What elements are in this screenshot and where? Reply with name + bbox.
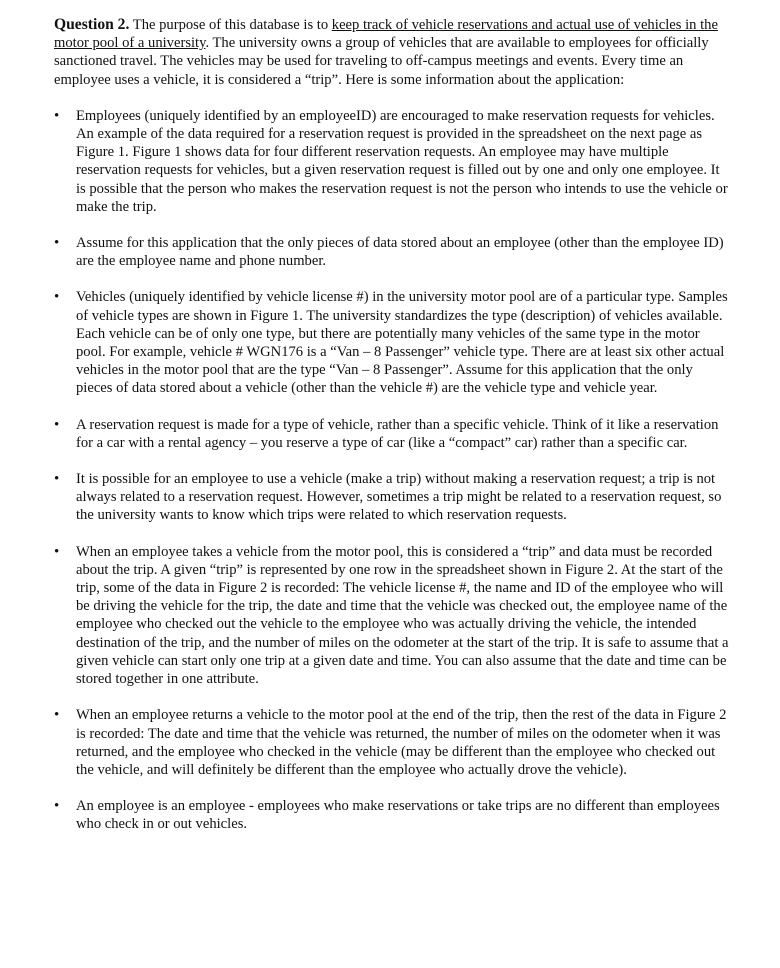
list-item	[54, 234, 732, 270]
list-item	[54, 288, 732, 397]
list-item-text: An employee is an employee - employees who make reservations or take trips are no different than employees who check in or out vehicles.	[76, 798, 720, 833]
intro-text-b: . The university owns a group of vehicles that are available to employees for officially sanctioned travel. The vehicles may be used for traveling to off-campus meetings and events. Every time an employee uses a vehicle, it is considered a “trip”. Here is some information about the application:	[54, 35, 709, 88]
intro-underlined-purpose: keep track of vehicle reservations and actual use of vehicles in the motor pool of a university	[54, 17, 718, 52]
list-item-text: It is possible for an employee to use a vehicle (make a trip) without making a reservation request; a trip is not always related to a reservation request. However, sometimes a trip might be related to a reservation request, so the university wants to know which trips were related to which reservation requests.	[76, 471, 722, 524]
requirements-list	[54, 107, 732, 834]
list-item	[54, 543, 732, 689]
bullet-icon: •	[54, 107, 60, 124]
list-item-text: Assume for this application that the only pieces of data stored about an employee (other than the employee ID) are the employee name and phone number.	[76, 235, 724, 270]
intro-text-a: The purpose of this database is to	[129, 17, 332, 33]
bullet-icon: •	[54, 235, 60, 252]
list-item	[54, 107, 732, 216]
bullet-icon: •	[54, 543, 60, 560]
list-item	[54, 470, 732, 525]
question-label: Question 2.	[54, 16, 130, 33]
list-item-text: A reservation request is made for a type of vehicle, rather than a specific vehicle. Think of it like a reservation for a car with a rental agency – you reserve a type of car (like a “compact” car) rather than a specific car.	[76, 416, 719, 451]
question-intro	[54, 16, 732, 89]
list-item-text: Employees (uniquely identified by an employeeID) are encouraged to make reservation requests for vehicles. An example of the data required for a reservation request is provided in the spreadsheet on the next page as Figure 1. Figure 1 shows data for four different reservation requests. An employee may have multiple reservation requests for vehicles, but a given reservation request is filled out by one and only one employee. It is possible that the person who makes the reservation request is not the person who intends to use the vehicle or make the trip.	[76, 107, 728, 215]
list-item-text: When an employee returns a vehicle to the motor pool at the end of the trip, then the rest of the data in Figure 2 is recorded: The date and time that the vehicle was returned, the number of miles on the odometer when it was returned, and the employee who checked in the vehicle (may be different than the employee who checked out the vehicle, and will definitely be different than the employee who actually drove the vehicle).	[76, 707, 727, 778]
bullet-icon: •	[54, 289, 60, 306]
bullet-icon: •	[54, 798, 60, 815]
list-item	[54, 706, 732, 779]
bullet-icon: •	[54, 707, 60, 724]
list-item	[54, 416, 732, 452]
list-item-text: When an employee takes a vehicle from the motor pool, this is considered a “trip” and data must be recorded about the trip. A given “trip” is represented by one row in the spreadsheet shown in Figure 2. At the start of the trip, some of the data in Figure 2 is recorded: The vehicle license #, the name and ID of the employee who will be driving the vehicle for the trip, the date and time that the vehicle was checked out, the employee name of the employee who checked out the vehicle to the employee who was actually driving the vehicle, the intended destination of the trip, and the number of miles on the odometer at the start of the trip. It is safe to assume that a given vehicle can start only one trip at a given date and time. You can also assume that the date and time can be stored together in one attribute.	[76, 543, 729, 688]
bullet-icon: •	[54, 416, 60, 433]
list-item	[54, 797, 732, 833]
bullet-icon: •	[54, 471, 60, 488]
list-item-text: Vehicles (uniquely identified by vehicle license #) in the university motor pool are of a particular type. Samples of vehicle types are shown in Figure 1. The university standardizes the type (description) of vehicles available. Each vehicle can be of only one type, but there are potentially many vehicles of the same type in the motor pool. For example, vehicle # WGN176 is a “Van – 8 Passenger” vehicle type. There are at least six other actual vehicles in the motor pool that are the type “Van – 8 Passenger”. Assume for this application that the only pieces of data stored about a vehicle (other than the vehicle #) are the vehicle type and vehicle year.	[76, 289, 728, 397]
